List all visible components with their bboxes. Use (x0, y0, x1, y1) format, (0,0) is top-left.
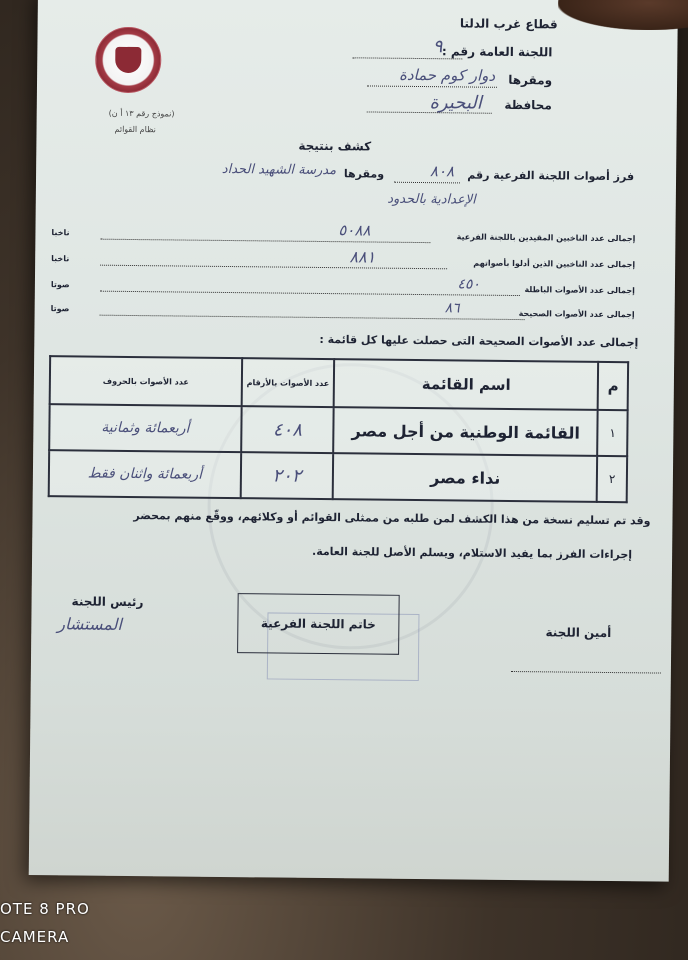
chair-label: رئيس اللجنة (71, 594, 144, 610)
gov-label: محافظة (504, 97, 552, 113)
form-number: (نموذج رقم ١٣ أ ن) (108, 108, 175, 119)
table-row (49, 450, 627, 502)
total-registered-value: ٥٠٨٨ (338, 221, 371, 240)
votes-words: أربعمائة واثنان فقط (49, 450, 241, 498)
total-invalid-label: إجمالى عدد الأصوات الباطلة (524, 285, 635, 296)
hq-label: ومقرها (508, 72, 553, 88)
total-invalid-unit: صوتا (50, 280, 70, 290)
subcommittee-hq-value: مدرسة الشهيد الحداد (221, 161, 337, 179)
list-name: نداء مصر (333, 453, 598, 502)
camera-watermark-line-1: OTE 8 PRO (0, 900, 90, 918)
system-label: نظام القوائم (114, 124, 156, 135)
total-invalid-value: ٤٥٠ (457, 276, 481, 293)
gov-dots (367, 111, 492, 113)
valid-votes-heading: إجمالى عدد الأصوات الصحيحة التى حصلت عليها كل قائمة : (319, 332, 639, 350)
stamp-label: خاتم اللجنة الفرعية (260, 616, 376, 632)
total-valid-dots (100, 315, 525, 320)
votes-words: أربعمائة وثمانية (49, 404, 241, 452)
hq-dots (367, 85, 497, 87)
total-registered-label: إجمالى عدد الناخبين المقيدين باللجنة الفرعية (456, 232, 636, 244)
total-valid-unit: صوتا (50, 304, 70, 314)
total-voted-label: إجمالى عدد الناخبين الذين أدلوا بأصواتهم (473, 258, 636, 270)
subcommittee-label: فرز أصوات اللجنة الفرعية رقم (467, 168, 635, 184)
subcommittee-stamp-box (237, 593, 400, 655)
votes-number: ٤٠٨ (241, 406, 334, 453)
sector-label: قطاع غرب الدلتا (459, 16, 558, 32)
hq-value: دوار كوم حمادة (398, 65, 496, 85)
total-voted-dots (100, 265, 447, 270)
table-header-row (50, 356, 628, 410)
total-registered-unit: ناخبا (51, 228, 70, 238)
delivery-note-line-1: وقد تم تسليم نسخة من هذا الكشف لمن طلبه من ممثلى القوائم أو وكلائهم، ووقّع منهم بمحضر (133, 509, 651, 528)
row-no: ٢ (597, 456, 627, 502)
subcommittee-hq-label: ومقرها (343, 167, 385, 181)
finger-shadow (558, 0, 688, 30)
total-voted-unit: ناخبا (51, 254, 70, 264)
committee-no-dots (352, 57, 462, 59)
votes-number: ٢٠٢ (241, 452, 334, 499)
secretary-signature-line (511, 671, 661, 674)
eagle-emblem-icon (115, 47, 141, 73)
total-voted-value: ٨٨١ (349, 247, 376, 267)
election-authority-logo (95, 27, 162, 94)
total-valid-value: ٨٦ (444, 300, 460, 317)
gov-value: البحيرة (429, 92, 482, 114)
page-title: كشف بنتيجة (298, 138, 372, 154)
chair-signature: المستشار (57, 614, 123, 634)
table-row (49, 404, 627, 456)
col-words-header: عدد الأصوات بالحروف (50, 356, 242, 406)
total-registered-dots (100, 239, 430, 243)
total-valid-label: إجمالى عدد الأصوات الصحيحة (518, 309, 635, 320)
secretary-label: أمين اللجنة (545, 625, 612, 641)
subcommittee-number: ٨٠٨ (429, 162, 455, 181)
row-no: ١ (598, 410, 628, 456)
camera-watermark-line-2: CAMERA (0, 928, 70, 946)
col-list-header: اسم القائمة (334, 359, 599, 410)
committee-no-label: اللجنة العامة رقم : (441, 44, 553, 60)
col-no-header: م (598, 362, 628, 410)
col-num-header: عدد الأصوات بالأرقام (242, 358, 335, 407)
delivery-note-line-2: إجراءات الفرز بما يفيد الاستلام، ويسلم الأصل للجنة العامة. (311, 544, 633, 562)
result-form-sheet (29, 0, 678, 882)
results-table (48, 355, 629, 503)
subcommittee-hq-value-2: الإعدادية بالحدود (387, 191, 476, 208)
committee-no-value: ٩ (432, 36, 443, 58)
subcommittee-dots (394, 182, 460, 184)
list-name: القائمة الوطنية من أجل مصر (333, 407, 598, 456)
